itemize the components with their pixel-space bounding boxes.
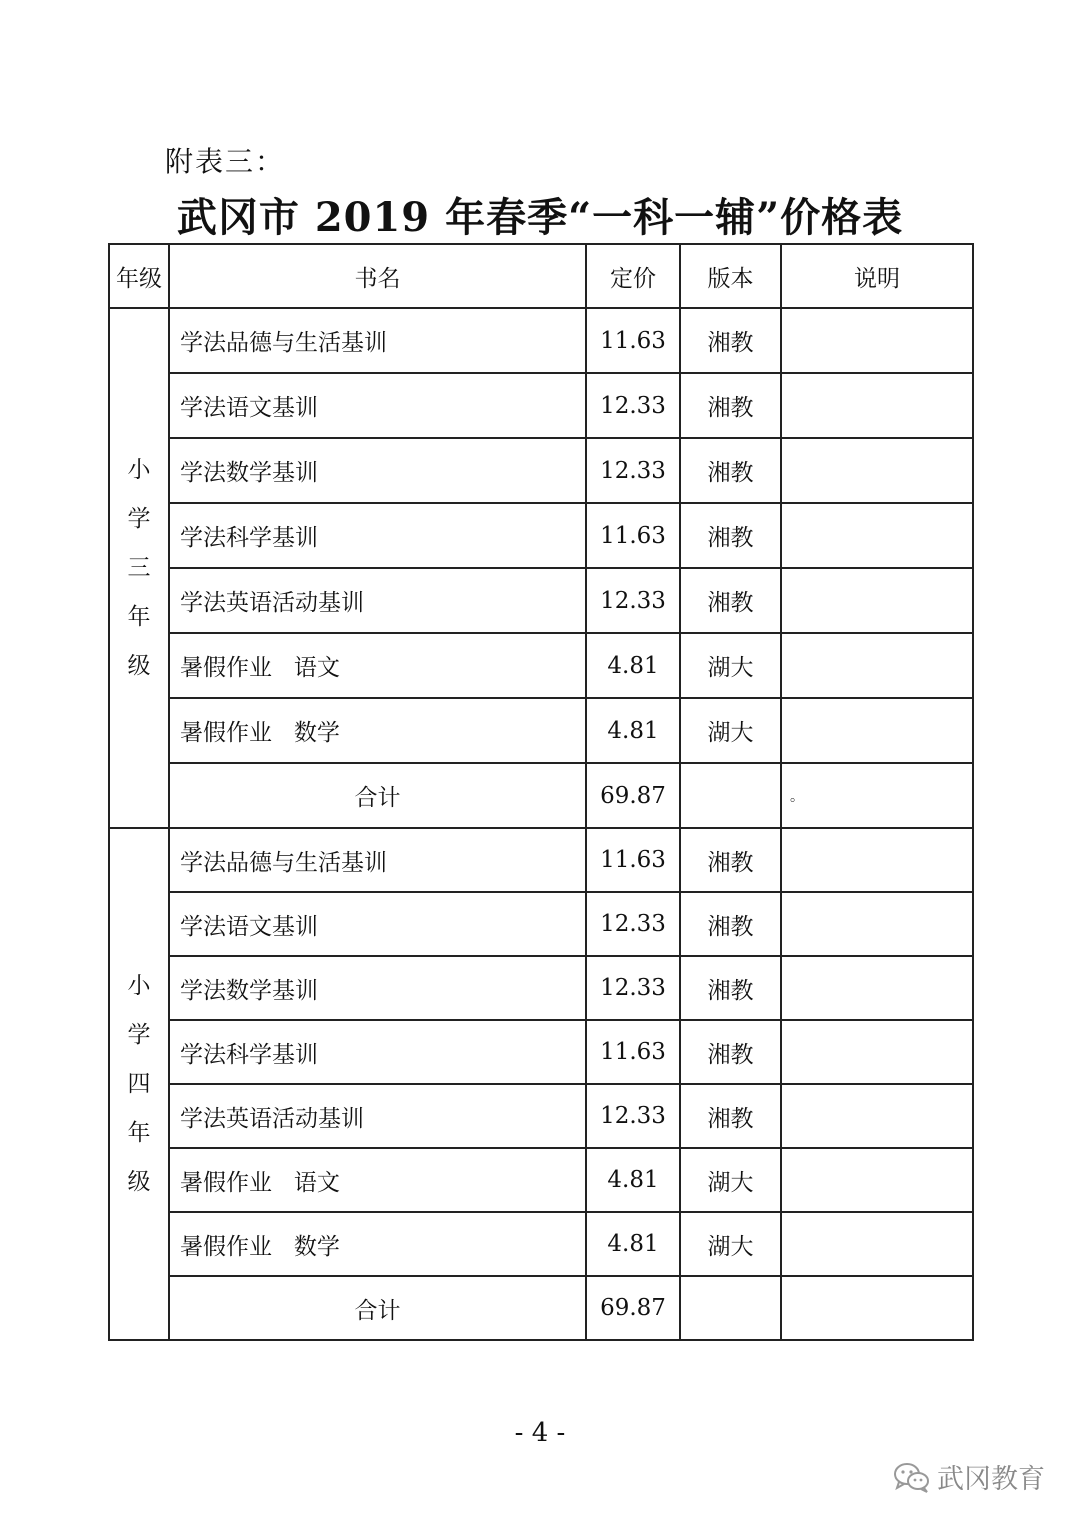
- book-price: 12.33: [586, 956, 680, 1020]
- grade-char: 级: [127, 652, 151, 679]
- table-row: [109, 892, 973, 956]
- book-price: 11.63: [586, 308, 680, 373]
- table-row: [109, 1084, 973, 1148]
- grade-char: 级: [127, 1168, 151, 1195]
- total-row: [109, 1276, 973, 1340]
- book-name: 学法语文基训: [169, 373, 586, 438]
- book-price: 12.33: [586, 373, 680, 438]
- book-edition: 湘教: [680, 373, 781, 438]
- book-name: 学法品德与生活基训: [169, 308, 586, 373]
- book-edition: 湘教: [680, 892, 781, 956]
- grade-char: 小: [127, 972, 151, 999]
- table-row: [109, 568, 973, 633]
- grade-cell: [109, 828, 169, 1340]
- header-edition: 版本: [680, 244, 781, 308]
- price-table: [108, 243, 974, 1341]
- table-row: [109, 956, 973, 1020]
- table-row: [109, 1020, 973, 1084]
- page-number: - 4 -: [514, 1418, 566, 1448]
- book-edition: 湖大: [680, 633, 781, 698]
- book-edition: 湘教: [680, 503, 781, 568]
- book-name: 学法英语活动基训: [169, 1084, 586, 1148]
- grade-char: 四: [127, 1070, 151, 1097]
- book-price: 12.33: [586, 568, 680, 633]
- book-price: 12.33: [586, 438, 680, 503]
- book-price: 11.63: [586, 503, 680, 568]
- book-edition: 湘教: [680, 956, 781, 1020]
- book-note: [781, 633, 973, 698]
- book-name: 学法语文基训: [169, 892, 586, 956]
- book-note: [781, 568, 973, 633]
- table-header-row: [109, 244, 973, 308]
- book-name: 暑假作业 数学: [169, 1212, 586, 1276]
- book-name: 学法数学基训: [169, 956, 586, 1020]
- header-note: 说明: [781, 244, 973, 308]
- total-price: 69.87: [586, 763, 680, 828]
- table-row: [109, 503, 973, 568]
- book-name: 学法数学基训: [169, 438, 586, 503]
- book-note: [781, 1084, 973, 1148]
- grade-char: 学: [127, 505, 151, 532]
- total-edition: [680, 763, 781, 828]
- header-price: 定价: [586, 244, 680, 308]
- total-note: [781, 1276, 973, 1340]
- book-note: [781, 956, 973, 1020]
- total-price: 69.87: [586, 1276, 680, 1340]
- table-row: [109, 828, 973, 892]
- grade-char: 小: [127, 456, 151, 483]
- grade-cell: [109, 308, 169, 828]
- table-row: [109, 438, 973, 503]
- grade-char: 学: [127, 1021, 151, 1048]
- table-row: [109, 633, 973, 698]
- book-note: [781, 308, 973, 373]
- book-edition: 湘教: [680, 308, 781, 373]
- book-price: 4.81: [586, 698, 680, 763]
- grade-char: 三: [127, 554, 151, 581]
- table-row: [109, 1212, 973, 1276]
- book-note: [781, 892, 973, 956]
- book-note: [781, 698, 973, 763]
- total-label: 合计: [169, 763, 586, 828]
- book-price: 4.81: [586, 633, 680, 698]
- attachment-label: 附表三：: [165, 145, 286, 178]
- book-edition: 湘教: [680, 1020, 781, 1084]
- table-row: [109, 1148, 973, 1212]
- book-note: [781, 1148, 973, 1212]
- book-name: 学法英语活动基训: [169, 568, 586, 633]
- book-edition: 湖大: [680, 698, 781, 763]
- header-book: 书名: [169, 244, 586, 308]
- book-price: 12.33: [586, 892, 680, 956]
- page-title: 武冈市 2019 年春季“一科一辅”价格表: [176, 194, 904, 241]
- grade-char: 年: [127, 603, 151, 630]
- watermark-text: 武冈教育: [937, 1464, 1045, 1495]
- book-note: [781, 828, 973, 892]
- book-name: 学法科学基训: [169, 503, 586, 568]
- book-name: 暑假作业 语文: [169, 1148, 586, 1212]
- table-row: [109, 698, 973, 763]
- total-note: 。: [781, 763, 973, 828]
- book-note: [781, 373, 973, 438]
- book-name: 暑假作业 语文: [169, 633, 586, 698]
- book-price: 4.81: [586, 1212, 680, 1276]
- total-label: 合计: [169, 1276, 586, 1340]
- book-edition: 湖大: [680, 1148, 781, 1212]
- book-note: [781, 1020, 973, 1084]
- book-edition: 湘教: [680, 1084, 781, 1148]
- table-row: [109, 373, 973, 438]
- book-name: 暑假作业 数学: [169, 698, 586, 763]
- book-note: [781, 438, 973, 503]
- grade-char: 年: [127, 1119, 151, 1146]
- book-price: 11.63: [586, 828, 680, 892]
- book-note: [781, 1212, 973, 1276]
- book-note: [781, 503, 973, 568]
- book-edition: 湘教: [680, 828, 781, 892]
- watermark: [893, 1457, 1045, 1496]
- table-row: [109, 308, 973, 373]
- book-edition: 湖大: [680, 1212, 781, 1276]
- book-name: 学法科学基训: [169, 1020, 586, 1084]
- total-row: [109, 763, 973, 828]
- book-edition: 湘教: [680, 438, 781, 503]
- book-price: 4.81: [586, 1148, 680, 1212]
- book-price: 11.63: [586, 1020, 680, 1084]
- book-name: 学法品德与生活基训: [169, 828, 586, 892]
- book-price: 12.33: [586, 1084, 680, 1148]
- book-edition: 湘教: [680, 568, 781, 633]
- wechat-icon: [893, 1461, 931, 1493]
- header-grade: 年级: [109, 244, 169, 308]
- total-edition: [680, 1276, 781, 1340]
